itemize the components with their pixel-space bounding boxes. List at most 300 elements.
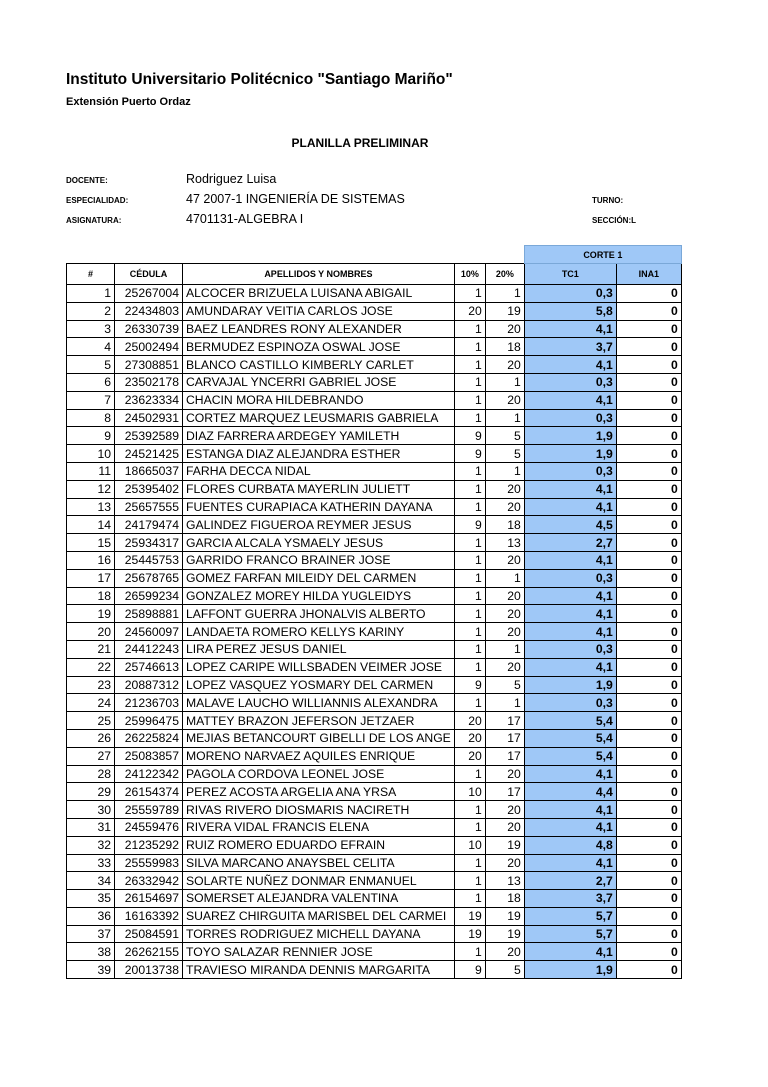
tc1-cell: 4,1 — [524, 623, 616, 641]
tc1-cell: 2,7 — [524, 872, 616, 890]
row-number: 34 — [67, 872, 115, 890]
nombre-cell: LANDAETA ROMERO KELLYS KARINY — [183, 623, 455, 641]
pct20-cell: 20 — [485, 765, 524, 783]
table-row — [67, 961, 682, 979]
pct10-cell: 1 — [454, 640, 485, 658]
cedula-cell: 26154697 — [115, 890, 183, 908]
tc1-cell: 5,4 — [524, 729, 616, 747]
cedula-cell: 25996475 — [115, 712, 183, 730]
pct10-cell: 1 — [454, 391, 485, 409]
ina1-cell: 0 — [616, 480, 681, 498]
pct10-cell: 1 — [454, 373, 485, 391]
pct10-cell: 1 — [454, 462, 485, 480]
table-row — [67, 783, 682, 801]
row-number: 16 — [67, 551, 115, 569]
tc1-cell: 4,1 — [524, 943, 616, 961]
table-row — [67, 854, 682, 872]
cedula-cell: 18665037 — [115, 462, 183, 480]
pct10-cell: 1 — [454, 854, 485, 872]
ina1-cell: 0 — [616, 676, 681, 694]
cedula-cell: 25083857 — [115, 747, 183, 765]
ina1-cell: 0 — [616, 925, 681, 943]
col-ina1-header: INA1 — [616, 264, 681, 285]
tc1-cell: 4,1 — [524, 765, 616, 783]
table-row — [67, 658, 682, 676]
ina1-cell: 0 — [616, 356, 681, 374]
col-20pct-header: 20% — [485, 264, 524, 285]
ina1-cell: 0 — [616, 409, 681, 427]
row-number: 28 — [67, 765, 115, 783]
pct20-cell: 17 — [485, 712, 524, 730]
tc1-cell: 4,8 — [524, 836, 616, 854]
table-row — [67, 462, 682, 480]
tc1-cell: 1,9 — [524, 445, 616, 463]
table-row — [67, 445, 682, 463]
table-row — [67, 569, 682, 587]
pct10-cell: 1 — [454, 320, 485, 338]
ina1-cell: 0 — [616, 890, 681, 908]
nombre-cell: RIVAS RIVERO DIOSMARIS NACIRETH — [183, 801, 455, 819]
ina1-cell: 0 — [616, 747, 681, 765]
cedula-cell: 25559983 — [115, 854, 183, 872]
pct10-cell: 1 — [454, 694, 485, 712]
table-row — [67, 943, 682, 961]
ina1-cell: 0 — [616, 534, 681, 552]
row-number: 23 — [67, 676, 115, 694]
ina1-cell: 0 — [616, 801, 681, 819]
ina1-cell: 0 — [616, 694, 681, 712]
row-number: 13 — [67, 498, 115, 516]
nombre-cell: CARVAJAL YNCERRI GABRIEL JOSE — [183, 373, 455, 391]
pct20-cell: 20 — [485, 854, 524, 872]
nombre-cell: SUAREZ CHIRGUITA MARISBEL DEL CARMEI — [183, 907, 455, 925]
row-number: 8 — [67, 409, 115, 427]
pct20-cell: 5 — [485, 676, 524, 694]
tc1-cell: 3,7 — [524, 338, 616, 356]
especialidad-value: 47 2007-1 INGENIERÍA DE SISTEMAS — [186, 192, 405, 206]
ina1-cell: 0 — [616, 338, 681, 356]
pct10-cell: 1 — [454, 480, 485, 498]
pct20-cell: 17 — [485, 729, 524, 747]
cedula-cell: 24122342 — [115, 765, 183, 783]
tc1-cell: 2,7 — [524, 534, 616, 552]
tc1-cell: 1,9 — [524, 676, 616, 694]
cedula-cell: 26262155 — [115, 943, 183, 961]
nombre-cell: MATTEY BRAZON JEFERSON JETZAER — [183, 712, 455, 730]
nombre-cell: LOPEZ VASQUEZ YOSMARY DEL CARMEN — [183, 676, 455, 694]
cedula-cell: 26332942 — [115, 872, 183, 890]
cedula-cell: 25084591 — [115, 925, 183, 943]
row-number: 12 — [67, 480, 115, 498]
pct20-cell: 5 — [485, 445, 524, 463]
cedula-cell: 20013738 — [115, 961, 183, 979]
corte-header: CORTE 1 — [524, 246, 681, 264]
ina1-cell: 0 — [616, 302, 681, 320]
row-number: 24 — [67, 694, 115, 712]
turno-label: TURNO: — [592, 196, 624, 205]
pct20-cell: 20 — [485, 391, 524, 409]
pct20-cell: 20 — [485, 943, 524, 961]
cedula-cell: 25934317 — [115, 534, 183, 552]
pct10-cell: 1 — [454, 658, 485, 676]
table-row — [67, 818, 682, 836]
table-row — [67, 516, 682, 534]
cedula-cell: 21236703 — [115, 694, 183, 712]
corte-row — [67, 246, 682, 264]
pct20-cell: 18 — [485, 890, 524, 908]
row-number: 36 — [67, 907, 115, 925]
pct20-cell: 1 — [485, 373, 524, 391]
row-number: 19 — [67, 605, 115, 623]
pct10-cell: 1 — [454, 605, 485, 623]
nombre-cell: SOLARTE NUÑEZ DONMAR ENMANUEL — [183, 872, 455, 890]
row-number: 11 — [67, 462, 115, 480]
pct10-cell: 1 — [454, 890, 485, 908]
pct10-cell: 1 — [454, 587, 485, 605]
nombre-cell: TORRES RODRIGUEZ MICHELL DAYANA — [183, 925, 455, 943]
nombre-cell: FUENTES CURAPIACA KATHERIN DAYANA — [183, 498, 455, 516]
tc1-cell: 4,1 — [524, 818, 616, 836]
nombre-cell: PAGOLA CORDOVA LEONEL JOSE — [183, 765, 455, 783]
pct10-cell: 20 — [454, 747, 485, 765]
pct10-cell: 20 — [454, 729, 485, 747]
nombre-cell: FARHA DECCA NIDAL — [183, 462, 455, 480]
pct20-cell: 5 — [485, 427, 524, 445]
nombre-cell: MORENO NARVAEZ AQUILES ENRIQUE — [183, 747, 455, 765]
table-row — [67, 623, 682, 641]
pct10-cell: 1 — [454, 356, 485, 374]
row-number: 2 — [67, 302, 115, 320]
tc1-cell: 4,5 — [524, 516, 616, 534]
pct20-cell: 19 — [485, 302, 524, 320]
cedula-cell: 25746613 — [115, 658, 183, 676]
col-number-header: # — [67, 264, 115, 285]
pct20-cell: 20 — [485, 356, 524, 374]
grades-table — [66, 245, 682, 979]
tc1-cell: 5,4 — [524, 712, 616, 730]
nombre-cell: SILVA MARCANO ANAYSBEL CELITA — [183, 854, 455, 872]
ina1-cell: 0 — [616, 569, 681, 587]
pct20-cell: 20 — [485, 605, 524, 623]
pct10-cell: 1 — [454, 943, 485, 961]
especialidad-label: ESPECIALIDAD: — [66, 196, 129, 205]
cedula-cell: 24412243 — [115, 640, 183, 658]
row-number: 20 — [67, 623, 115, 641]
row-number: 18 — [67, 587, 115, 605]
col-tc1-header: TC1 — [524, 264, 616, 285]
pct10-cell: 1 — [454, 409, 485, 427]
ina1-cell: 0 — [616, 783, 681, 801]
cedula-cell: 25657555 — [115, 498, 183, 516]
ina1-cell: 0 — [616, 320, 681, 338]
nombre-cell: FLORES CURBATA MAYERLIN JULIETT — [183, 480, 455, 498]
tc1-cell: 4,1 — [524, 498, 616, 516]
row-number: 10 — [67, 445, 115, 463]
ina1-cell: 0 — [616, 462, 681, 480]
tc1-cell: 5,4 — [524, 747, 616, 765]
tc1-cell: 4,4 — [524, 783, 616, 801]
row-number: 15 — [67, 534, 115, 552]
pct20-cell: 20 — [485, 658, 524, 676]
pct10-cell: 1 — [454, 285, 485, 303]
cedula-cell: 22434803 — [115, 302, 183, 320]
table-row — [67, 551, 682, 569]
table-row — [67, 320, 682, 338]
table-row — [67, 480, 682, 498]
nombre-cell: AMUNDARAY VEITIA CARLOS JOSE — [183, 302, 455, 320]
cedula-cell: 25898881 — [115, 605, 183, 623]
pct20-cell: 20 — [485, 587, 524, 605]
nombre-cell: ALCOCER BRIZUELA LUISANA ABIGAIL — [183, 285, 455, 303]
row-number: 38 — [67, 943, 115, 961]
tc1-cell: 0,3 — [524, 569, 616, 587]
asignatura-label: ASIGNATURA: — [66, 216, 122, 225]
tc1-cell: 4,1 — [524, 320, 616, 338]
tc1-cell: 5,8 — [524, 302, 616, 320]
ina1-cell: 0 — [616, 854, 681, 872]
nombre-cell: ESTANGA DIAZ ALEJANDRA ESTHER — [183, 445, 455, 463]
cedula-cell: 25267004 — [115, 285, 183, 303]
pct20-cell: 20 — [485, 498, 524, 516]
tc1-cell: 0,3 — [524, 285, 616, 303]
row-number: 1 — [67, 285, 115, 303]
cedula-cell: 26599234 — [115, 587, 183, 605]
ina1-cell: 0 — [616, 445, 681, 463]
pct20-cell: 1 — [485, 694, 524, 712]
nombre-cell: MALAVE LAUCHO WILLIANNIS ALEXANDRA — [183, 694, 455, 712]
row-number: 37 — [67, 925, 115, 943]
cedula-cell: 26154374 — [115, 783, 183, 801]
pct20-cell: 1 — [485, 462, 524, 480]
table-row — [67, 694, 682, 712]
pct10-cell: 19 — [454, 925, 485, 943]
nombre-cell: BERMUDEZ ESPINOZA OSWAL JOSE — [183, 338, 455, 356]
nombre-cell: LOPEZ CARIPE WILLSBADEN VEIMER JOSE — [183, 658, 455, 676]
document-title: PLANILLA PRELIMINAR — [291, 136, 429, 150]
pct20-cell: 19 — [485, 907, 524, 925]
ina1-cell: 0 — [616, 373, 681, 391]
row-number: 29 — [67, 783, 115, 801]
table-row — [67, 338, 682, 356]
cedula-cell: 25559789 — [115, 801, 183, 819]
table-row — [67, 427, 682, 445]
table-row — [67, 356, 682, 374]
table-row — [67, 872, 682, 890]
cedula-cell: 24560097 — [115, 623, 183, 641]
table-row — [67, 409, 682, 427]
cedula-cell: 21235292 — [115, 836, 183, 854]
tc1-cell: 4,1 — [524, 356, 616, 374]
docente-value: Rodriguez Luisa — [186, 172, 277, 186]
ina1-cell: 0 — [616, 498, 681, 516]
pct20-cell: 20 — [485, 818, 524, 836]
cedula-cell: 25392589 — [115, 427, 183, 445]
cedula-cell: 27308851 — [115, 356, 183, 374]
pct10-cell: 1 — [454, 801, 485, 819]
table-row — [67, 907, 682, 925]
row-number: 27 — [67, 747, 115, 765]
pct20-cell: 19 — [485, 836, 524, 854]
table-row — [67, 391, 682, 409]
cedula-cell: 24521425 — [115, 445, 183, 463]
pct10-cell: 10 — [454, 836, 485, 854]
ina1-cell: 0 — [616, 623, 681, 641]
nombre-cell: GARRIDO FRANCO BRAINER JOSE — [183, 551, 455, 569]
pct10-cell: 19 — [454, 907, 485, 925]
cedula-cell: 25002494 — [115, 338, 183, 356]
pct20-cell: 17 — [485, 783, 524, 801]
pct10-cell: 1 — [454, 534, 485, 552]
row-number: 9 — [67, 427, 115, 445]
row-number: 17 — [67, 569, 115, 587]
pct10-cell: 1 — [454, 498, 485, 516]
row-number: 21 — [67, 640, 115, 658]
tc1-cell: 1,9 — [524, 427, 616, 445]
cedula-cell: 26330739 — [115, 320, 183, 338]
table-row — [67, 587, 682, 605]
pct20-cell: 20 — [485, 480, 524, 498]
cedula-cell: 23623334 — [115, 391, 183, 409]
col-nombres-header: APELLIDOS Y NOMBRES — [183, 264, 455, 285]
row-number: 30 — [67, 801, 115, 819]
ina1-cell: 0 — [616, 729, 681, 747]
pct20-cell: 1 — [485, 285, 524, 303]
ina1-cell: 0 — [616, 907, 681, 925]
pct10-cell: 20 — [454, 712, 485, 730]
pct20-cell: 20 — [485, 320, 524, 338]
table-row — [67, 534, 682, 552]
pct10-cell: 9 — [454, 427, 485, 445]
nombre-cell: BAEZ LEANDRES RONY ALEXANDER — [183, 320, 455, 338]
pct20-cell: 13 — [485, 534, 524, 552]
row-number: 7 — [67, 391, 115, 409]
extension-subtitle: Extensión Puerto Ordaz — [66, 96, 191, 108]
row-number: 25 — [67, 712, 115, 730]
nombre-cell: GARCIA ALCALA YSMAELY JESUS — [183, 534, 455, 552]
row-number: 4 — [67, 338, 115, 356]
nombre-cell: RIVERA VIDAL FRANCIS ELENA — [183, 818, 455, 836]
tc1-cell: 5,7 — [524, 925, 616, 943]
nombre-cell: CORTEZ MARQUEZ LEUSMARIS GABRIELA — [183, 409, 455, 427]
tc1-cell: 0,3 — [524, 640, 616, 658]
table-row — [67, 285, 682, 303]
nombre-cell: SOMERSET ALEJANDRA VALENTINA — [183, 890, 455, 908]
nombre-cell: DIAZ FARRERA ARDEGEY YAMILETH — [183, 427, 455, 445]
ina1-cell: 0 — [616, 836, 681, 854]
table-row — [67, 925, 682, 943]
cedula-cell: 23502178 — [115, 373, 183, 391]
table-row — [67, 729, 682, 747]
row-number: 14 — [67, 516, 115, 534]
pct10-cell: 1 — [454, 569, 485, 587]
ina1-cell: 0 — [616, 605, 681, 623]
ina1-cell: 0 — [616, 712, 681, 730]
pct20-cell: 18 — [485, 516, 524, 534]
pct10-cell: 1 — [454, 765, 485, 783]
cedula-cell: 20887312 — [115, 676, 183, 694]
ina1-cell: 0 — [616, 551, 681, 569]
ina1-cell: 0 — [616, 658, 681, 676]
table-row — [67, 676, 682, 694]
nombre-cell: GALINDEZ FIGUEROA REYMER JESUS — [183, 516, 455, 534]
pct20-cell: 18 — [485, 338, 524, 356]
seccion-label: SECCIÓN:L — [592, 216, 636, 225]
tc1-cell: 0,3 — [524, 373, 616, 391]
nombre-cell: GOMEZ FARFAN MILEIDY DEL CARMEN — [183, 569, 455, 587]
table-row — [67, 747, 682, 765]
column-header-row — [67, 264, 682, 285]
ina1-cell: 0 — [616, 943, 681, 961]
nombre-cell: RUIZ ROMERO EDUARDO EFRAIN — [183, 836, 455, 854]
institution-title: Instituto Universitario Politécnico "Santiago Mariño" — [66, 71, 453, 88]
ina1-cell: 0 — [616, 427, 681, 445]
col-10pct-header: 10% — [454, 264, 485, 285]
ina1-cell: 0 — [616, 640, 681, 658]
tc1-cell: 4,1 — [524, 480, 616, 498]
pct20-cell: 20 — [485, 623, 524, 641]
nombre-cell: LIRA PEREZ JESUS DANIEL — [183, 640, 455, 658]
tc1-cell: 4,1 — [524, 391, 616, 409]
tc1-cell: 0,3 — [524, 694, 616, 712]
ina1-cell: 0 — [616, 765, 681, 783]
table-row — [67, 836, 682, 854]
nombre-cell: TOYO SALAZAR RENNIER JOSE — [183, 943, 455, 961]
pct10-cell: 1 — [454, 872, 485, 890]
pct10-cell: 9 — [454, 676, 485, 694]
tc1-cell: 3,7 — [524, 890, 616, 908]
ina1-cell: 0 — [616, 961, 681, 979]
pct10-cell: 1 — [454, 623, 485, 641]
nombre-cell: CHACIN MORA HILDEBRANDO — [183, 391, 455, 409]
pct20-cell: 13 — [485, 872, 524, 890]
tc1-cell: 4,1 — [524, 605, 616, 623]
nombre-cell: PEREZ ACOSTA ARGELIA ANA YRSA — [183, 783, 455, 801]
ina1-cell: 0 — [616, 872, 681, 890]
table-row — [67, 801, 682, 819]
pct20-cell: 1 — [485, 409, 524, 427]
docente-label: DOCENTE: — [66, 176, 108, 185]
pct10-cell: 1 — [454, 818, 485, 836]
pct10-cell: 10 — [454, 783, 485, 801]
row-number: 32 — [67, 836, 115, 854]
asignatura-value: 4701131-ALGEBRA I — [186, 212, 304, 226]
pct20-cell: 19 — [485, 925, 524, 943]
tc1-cell: 4,1 — [524, 854, 616, 872]
row-number: 39 — [67, 961, 115, 979]
pct20-cell: 5 — [485, 961, 524, 979]
tc1-cell: 0,3 — [524, 462, 616, 480]
cedula-cell: 24559476 — [115, 818, 183, 836]
table-row — [67, 712, 682, 730]
row-number: 6 — [67, 373, 115, 391]
pct20-cell: 1 — [485, 640, 524, 658]
row-number: 35 — [67, 890, 115, 908]
table-row — [67, 498, 682, 516]
col-cedula-header: CÉDULA — [115, 264, 183, 285]
pct10-cell: 1 — [454, 338, 485, 356]
nombre-cell: LAFFONT GUERRA JHONALVIS ALBERTO — [183, 605, 455, 623]
ina1-cell: 0 — [616, 285, 681, 303]
ina1-cell: 0 — [616, 587, 681, 605]
nombre-cell: MEJIAS BETANCOURT GIBELLI DE LOS ANGE — [183, 729, 455, 747]
tc1-cell: 5,7 — [524, 907, 616, 925]
pct10-cell: 9 — [454, 445, 485, 463]
tc1-cell: 4,1 — [524, 801, 616, 819]
cedula-cell: 24502931 — [115, 409, 183, 427]
pct10-cell: 1 — [454, 551, 485, 569]
tc1-cell: 4,1 — [524, 658, 616, 676]
table-row — [67, 890, 682, 908]
